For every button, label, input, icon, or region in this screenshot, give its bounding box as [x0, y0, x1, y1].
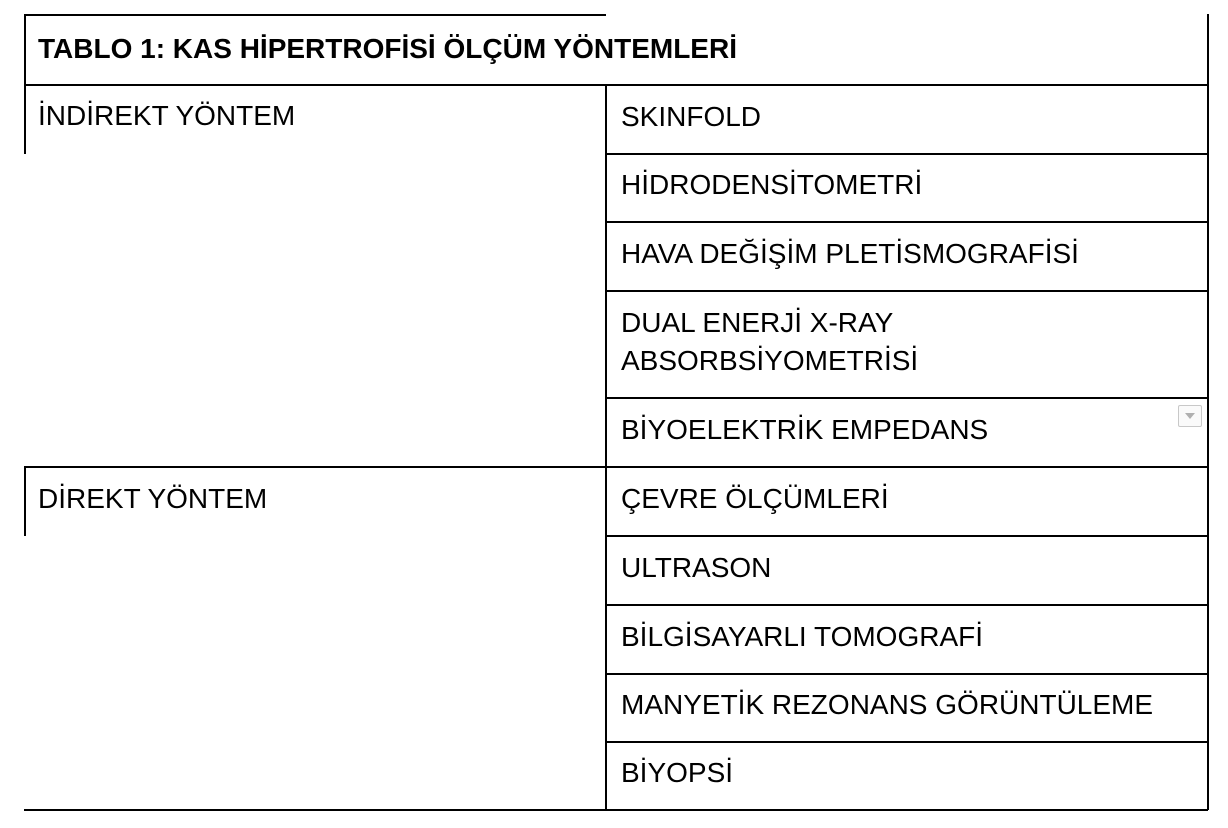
method-cell: ULTRASON — [621, 552, 772, 583]
method-cell: HİDRODENSİTOMETRİ — [621, 169, 923, 200]
method-cell: HAVA DEĞİŞİM PLETİSMOGRAFİSİ — [621, 238, 1079, 269]
table-border-right — [1207, 14, 1209, 810]
method-cell: BİYOELEKTRİK EMPEDANS — [621, 414, 989, 445]
table-title: TABLO 1: KAS HİPERTROFİSİ ÖLÇÜM YÖNTEMLERİ — [38, 33, 737, 64]
method-cell: SKINFOLD — [621, 101, 762, 132]
method-cell: MANYETİK REZONANS GÖRÜNTÜLEME — [621, 689, 1154, 720]
group-divider — [24, 466, 1208, 468]
column-divider — [605, 84, 607, 810]
table-border-left — [24, 466, 26, 536]
row-divider — [605, 741, 1208, 743]
dropdown-arrow-icon[interactable] — [1178, 405, 1202, 427]
row-divider — [605, 535, 1208, 537]
row-divider — [605, 604, 1208, 606]
row-divider — [605, 397, 1208, 399]
method-cell: BİYOPSİ — [621, 757, 734, 788]
method-cell: DUAL ENERJİ X-RAY ABSORBSİYOMETRİSİ — [621, 307, 919, 376]
method-cell: BİLGİSAYARLI TOMOGRAFİ — [621, 621, 984, 652]
group-label-indirect: İNDİREKT YÖNTEM — [38, 100, 296, 131]
row-divider — [605, 221, 1208, 223]
row-divider — [605, 673, 1208, 675]
row-divider — [605, 153, 1208, 155]
table-border-bottom — [24, 809, 1208, 811]
row-divider — [605, 290, 1208, 292]
table-border-top — [24, 14, 606, 16]
method-cell: ÇEVRE ÖLÇÜMLERİ — [621, 483, 889, 514]
group-label-direct: DİREKT YÖNTEM — [38, 483, 268, 514]
title-row-divider — [24, 84, 1208, 86]
